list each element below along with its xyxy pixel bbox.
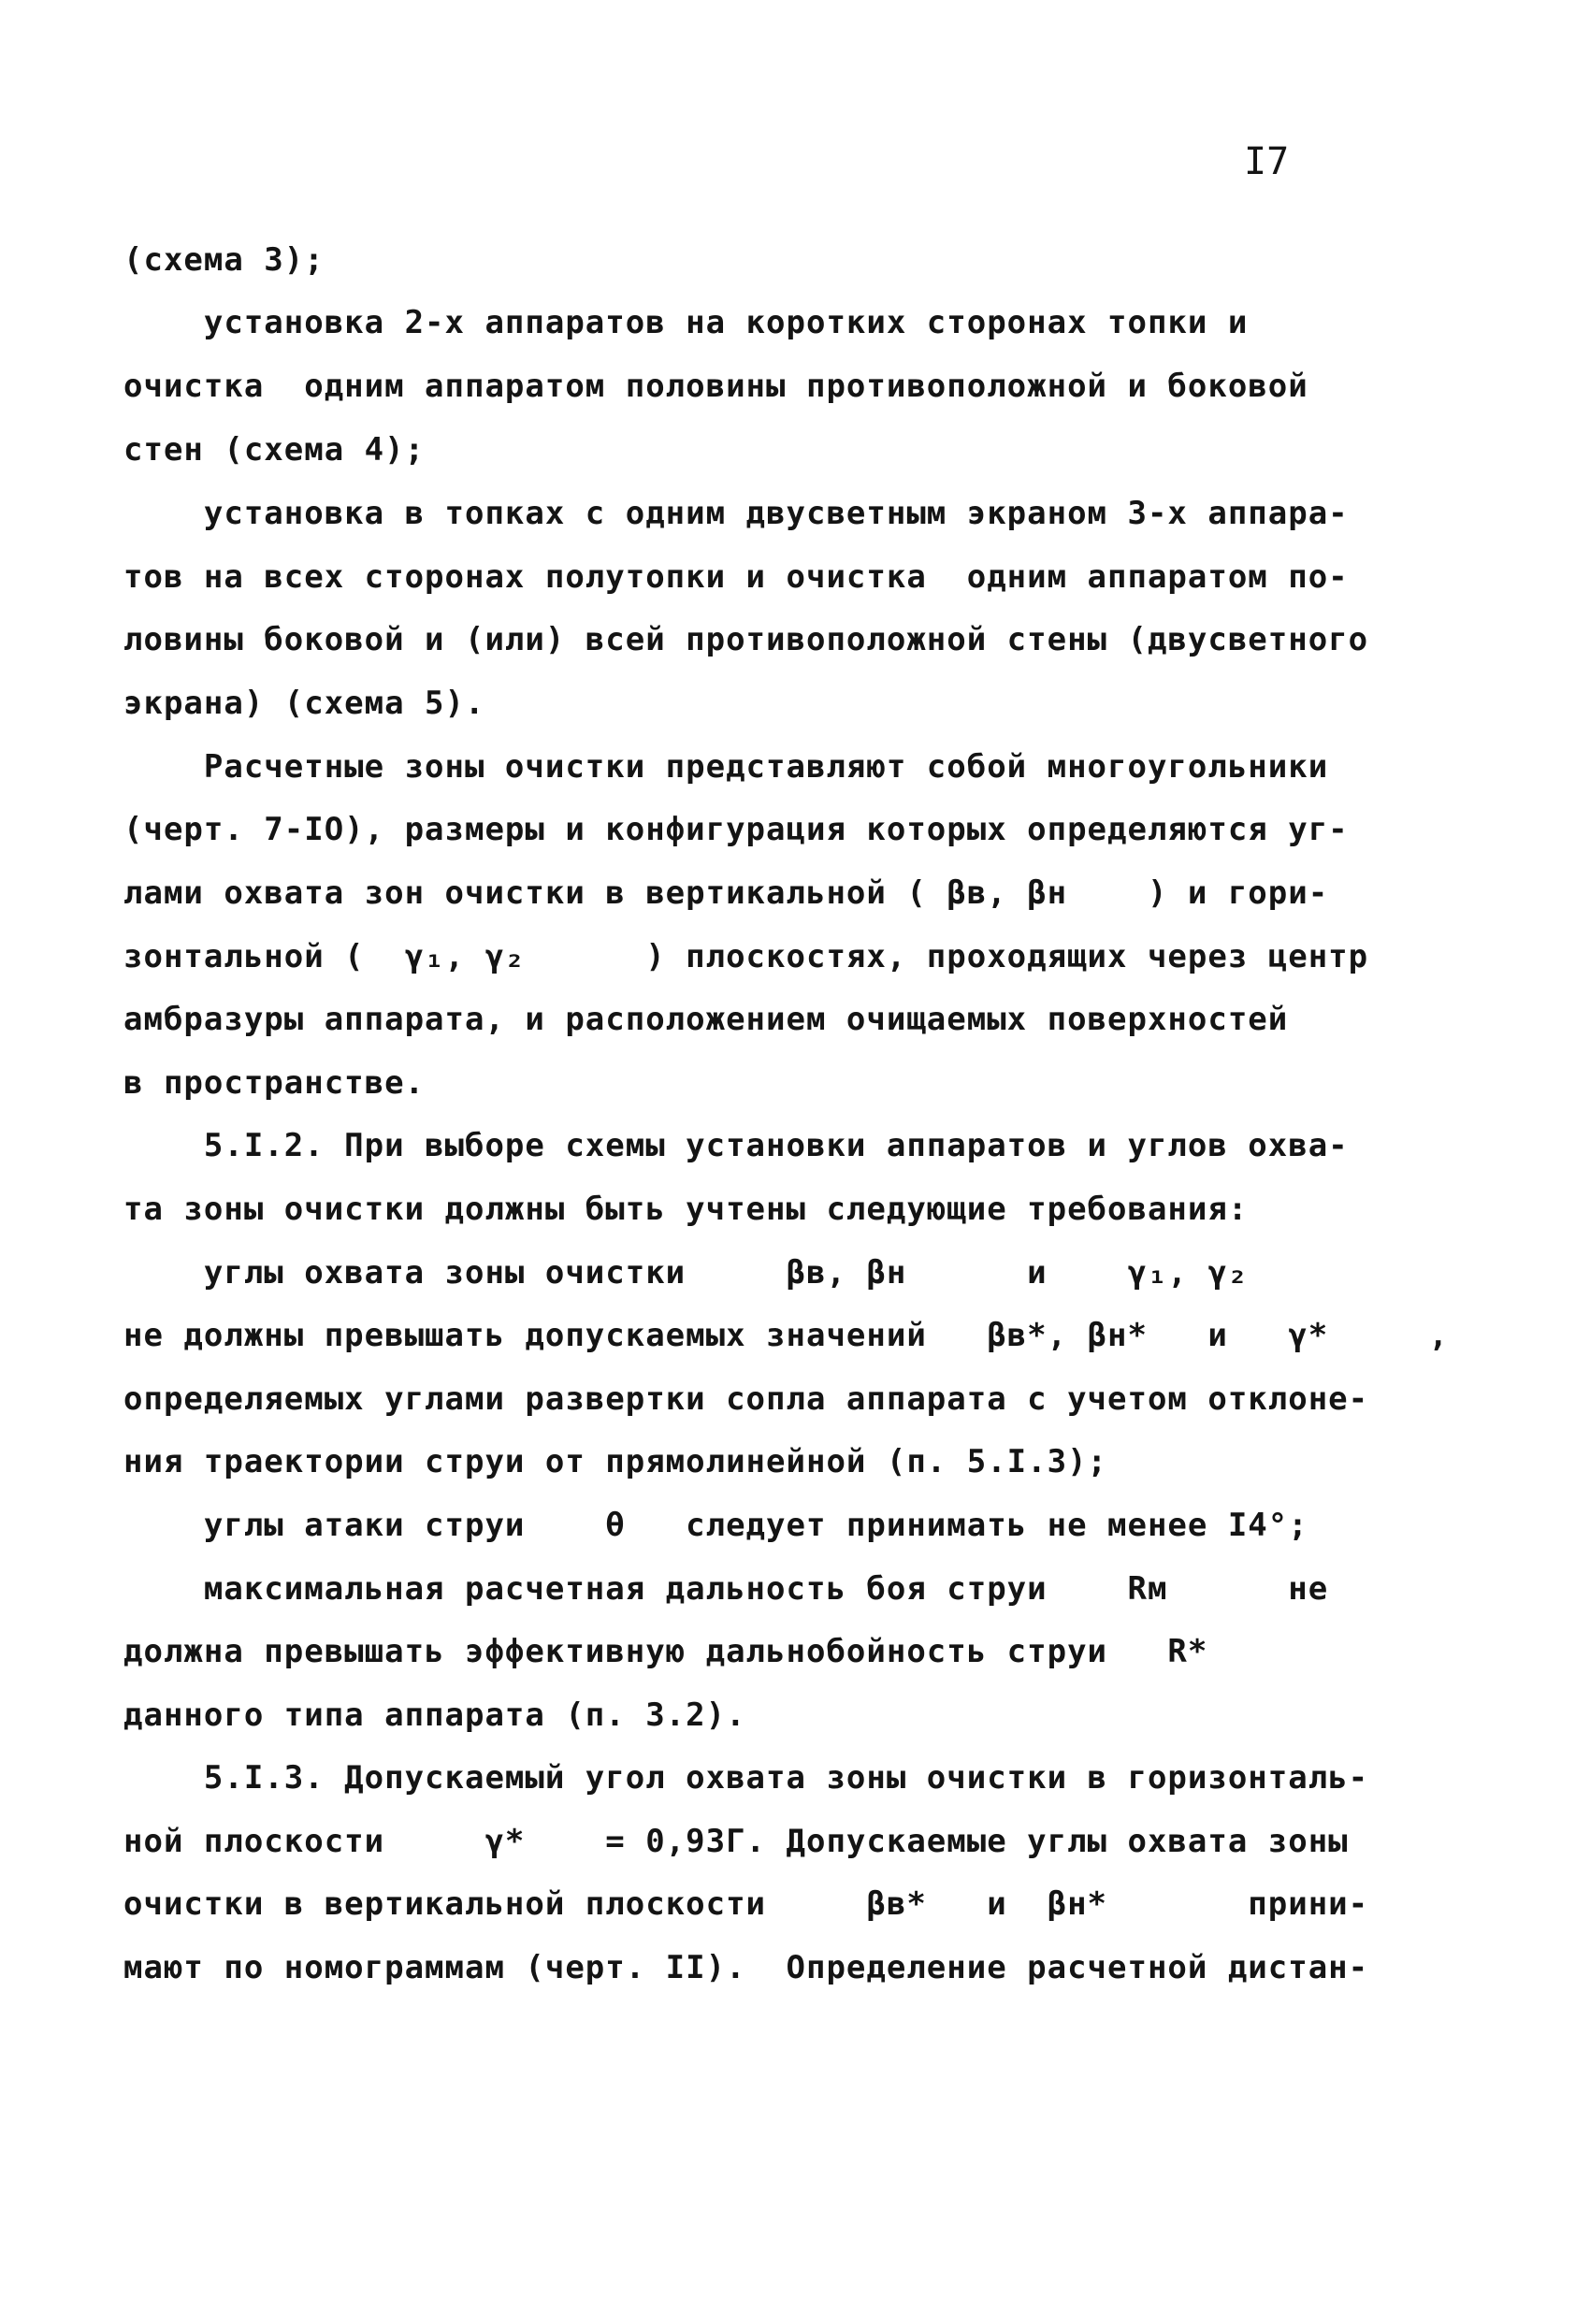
text-line: установка 2-х аппаратов на коротких сторонах топки и <box>123 304 1249 341</box>
text-line: зонтальной ( γ₁, γ₂ ) плоскостях, проходящих через центр <box>123 938 1369 975</box>
text-line: стен (схема 4); <box>123 431 426 469</box>
text-line: амбразуры аппарата, и расположением очищаемых поверхностей <box>123 1001 1289 1038</box>
text-line: 5.I.3. Допускаемый угол охвата зоны очистки в горизонталь- <box>123 1759 1369 1797</box>
text-line: данного типа аппарата (п. 3.2). <box>123 1696 746 1734</box>
text-line: лами охвата зон очистки в вертикальной ( βв, βн ) и гори- <box>123 874 1329 912</box>
text-line: в пространстве. <box>123 1064 426 1102</box>
page-number: I7 <box>1244 140 1290 183</box>
text-line: ной плоскости γ* = 0,93Г. Допускаемые углы охвата зоны <box>123 1823 1349 1860</box>
text-line: (черт. 7-IO), размеры и конфигурация которых определяются уг- <box>123 811 1349 848</box>
text-line: углы атаки струи θ следует принимать не менее I4°; <box>123 1507 1308 1544</box>
text-line: максимальная расчетная дальность боя струи Rм не <box>123 1570 1329 1608</box>
text-line: не должны превышать допускаемых значений βв*, βн* и γ* , <box>123 1317 1450 1354</box>
text-line: углы охвата зоны очистки βв, βн и γ₁, γ₂ <box>123 1254 1249 1292</box>
text-line: определяемых углами развертки сопла аппарата с учетом отклоне- <box>123 1380 1369 1418</box>
text-line: должна превышать эффективную дальнобойность струи R* <box>123 1633 1208 1670</box>
text-line: та зоны очистки должны быть учтены следующие требования: <box>123 1191 1249 1228</box>
text-line: тов на всех сторонах полутопки и очистка одним аппаратом по- <box>123 558 1349 596</box>
text-line: (схема 3); <box>123 241 325 279</box>
text-line: установка в топках с одним двусветным экраном 3-х аппара- <box>123 495 1349 532</box>
text-line: мают по номограммам (черт. II). Определение расчетной дистан- <box>123 1949 1369 1986</box>
text-line: ловины боковой и (или) всей противоположной стены (двусветного <box>123 621 1369 658</box>
text-line: ния траектории струи от прямолинейной (п. 5.I.3); <box>123 1443 1108 1480</box>
text-line: очистки в вертикальной плоскости βв* и βн* прини- <box>123 1885 1369 1923</box>
text-line: 5.I.2. При выборе схемы установки аппаратов и углов охва- <box>123 1127 1349 1164</box>
text-line: Расчетные зоны очистки представляют собой многоугольники <box>123 748 1329 786</box>
text-line: очистка одним аппаратом половины противоположной и боковой <box>123 368 1308 405</box>
text-line: экрана) (схема 5). <box>123 685 485 722</box>
